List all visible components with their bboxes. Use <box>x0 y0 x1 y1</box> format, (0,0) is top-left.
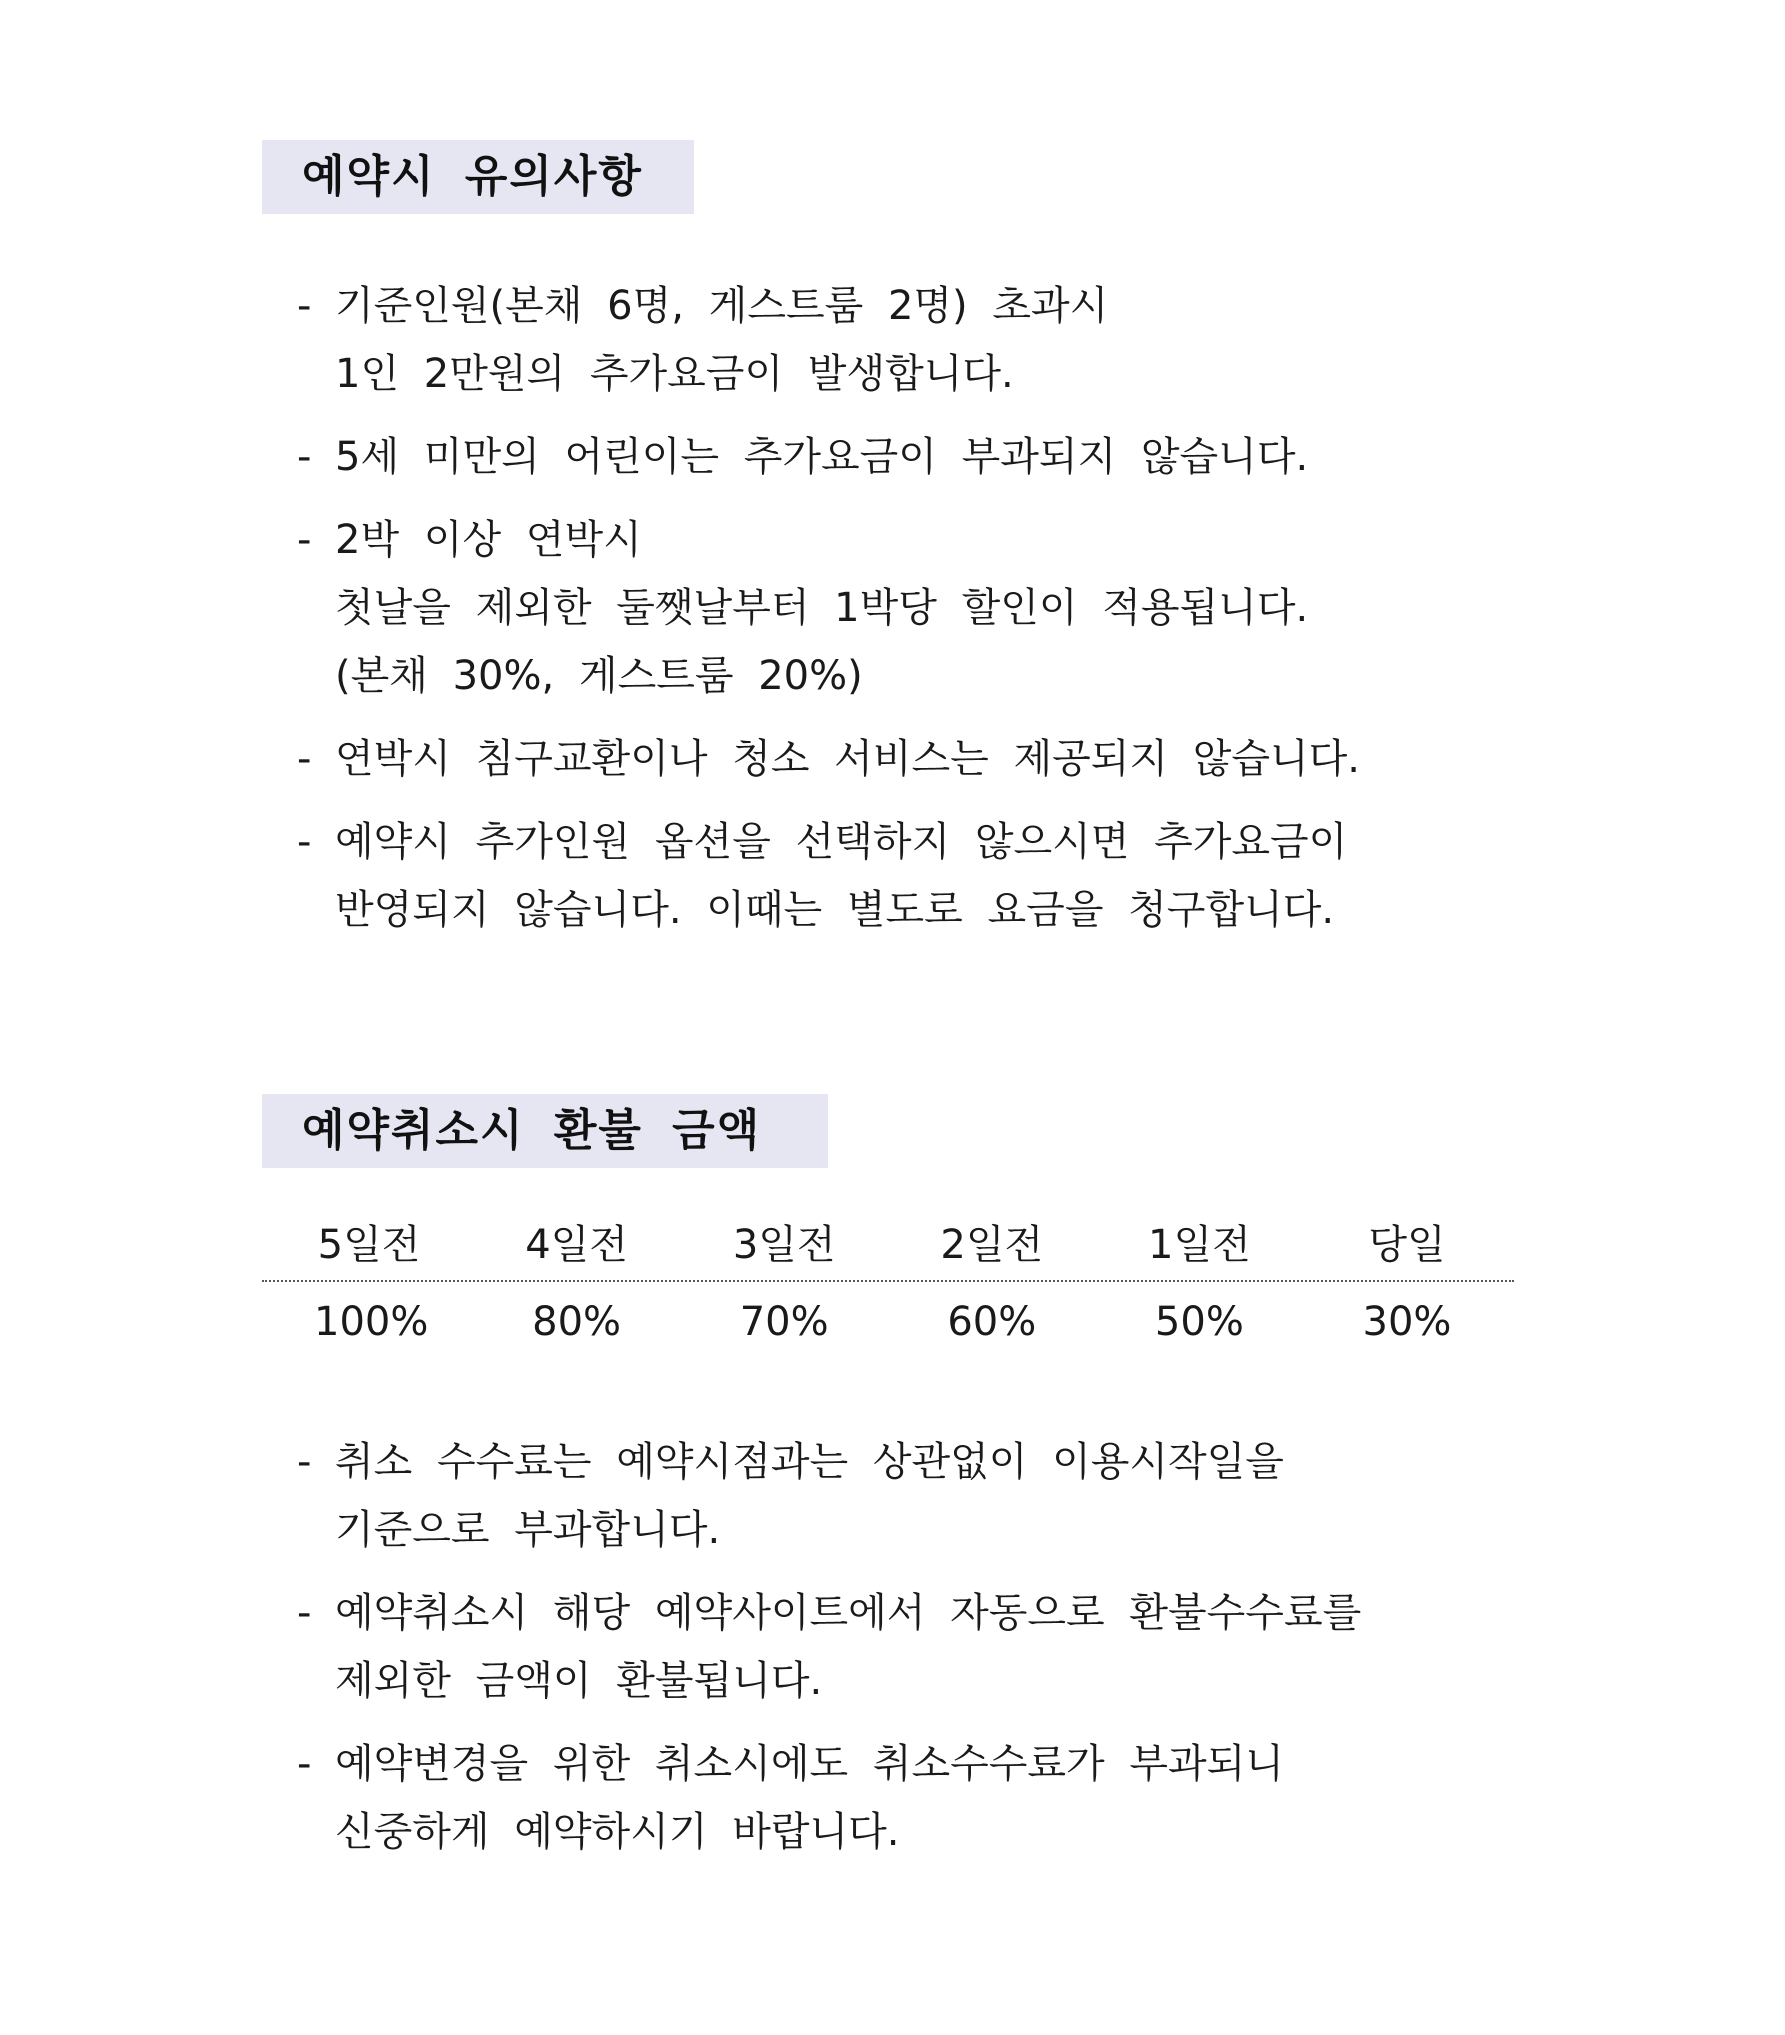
bullet-line: 반영되지 않습니다. 이때는 별도로 요금을 청구합니다. <box>335 887 1335 933</box>
note-item <box>297 506 1497 710</box>
refund-day-cell: 1일전 <box>1148 1222 1251 1268</box>
cancel-note-item <box>297 1428 1497 1564</box>
section-title-notes: 예약시 유의사항 <box>262 140 694 214</box>
bullet-dash: - <box>297 736 312 782</box>
refund-day-cell: 3일전 <box>732 1222 836 1268</box>
bullet-dash: - <box>297 283 312 329</box>
refund-day-cell: 4일전 <box>525 1222 628 1268</box>
bullet-line: 첫날을 제외한 둘쨋날부터 1박당 할인이 적용됩니다. <box>335 585 1309 631</box>
refund-rate-cell: 80% <box>532 1299 622 1345</box>
refund-rate-cell: 70% <box>739 1299 829 1345</box>
note-item <box>297 272 1497 408</box>
notes-list <box>297 272 1497 959</box>
bullet-line: 예약변경을 위한 취소시에도 취소수수료가 부과되니 <box>335 1741 1284 1787</box>
bullet-dash: - <box>297 434 312 480</box>
bullet-line: (본채 30%, 게스트룸 20%) <box>335 653 863 699</box>
bullet-line: 1인 2만원의 추가요금이 발생합니다. <box>335 351 1014 397</box>
bullet-dash: - <box>297 819 312 865</box>
refund-rates-row <box>262 1282 1514 1362</box>
bullet-line: 기준인원(본채 6명, 게스트룸 2명) 초과시 <box>335 283 1109 329</box>
refund-day-cell: 당일 <box>1368 1222 1446 1268</box>
note-item <box>297 725 1497 793</box>
bullet-dash: - <box>297 1741 312 1787</box>
cancel-policy-list <box>297 1428 1497 1881</box>
refund-rate-cell: 50% <box>1154 1299 1244 1345</box>
bullet-line: 신중하게 예약하시기 바랍니다. <box>335 1809 900 1855</box>
bullet-dash: - <box>297 1590 312 1636</box>
bullet-dash: - <box>297 1439 312 1485</box>
refund-rate-cell: 60% <box>947 1299 1037 1345</box>
bullet-line: 기준으로 부과합니다. <box>335 1507 721 1553</box>
refund-days-row <box>262 1210 1514 1280</box>
refund-day-cell: 5일전 <box>317 1222 421 1268</box>
note-item <box>297 423 1497 491</box>
bullet-line: 연박시 침구교환이나 청소 서비스는 제공되지 않습니다. <box>335 736 1361 782</box>
cancel-note-item <box>297 1579 1497 1715</box>
bullet-line: 예약시 추가인원 옵션을 선택하지 않으시면 추가요금이 <box>335 819 1348 865</box>
refund-rate-cell: 30% <box>1362 1299 1452 1345</box>
bullet-line: 취소 수수료는 예약시점과는 상관없이 이용시작일을 <box>335 1439 1284 1485</box>
note-item <box>297 808 1497 944</box>
bullet-line: 제외한 금액이 환불됩니다. <box>335 1658 823 1704</box>
bullet-line: 2박 이상 연박시 <box>335 517 642 563</box>
refund-table <box>262 1210 1514 1362</box>
refund-day-cell: 2일전 <box>940 1222 1044 1268</box>
bullet-line: 5세 미만의 어린이는 추가요금이 부과되지 않습니다. <box>335 434 1309 480</box>
section-title-refund: 예약취소시 환불 금액 <box>262 1094 828 1168</box>
cancel-note-item <box>297 1730 1497 1866</box>
bullet-line: 예약취소시 해당 예약사이트에서 자동으로 환불수수료를 <box>335 1590 1362 1636</box>
refund-rate-cell: 100% <box>314 1299 429 1345</box>
bullet-dash: - <box>297 517 312 563</box>
